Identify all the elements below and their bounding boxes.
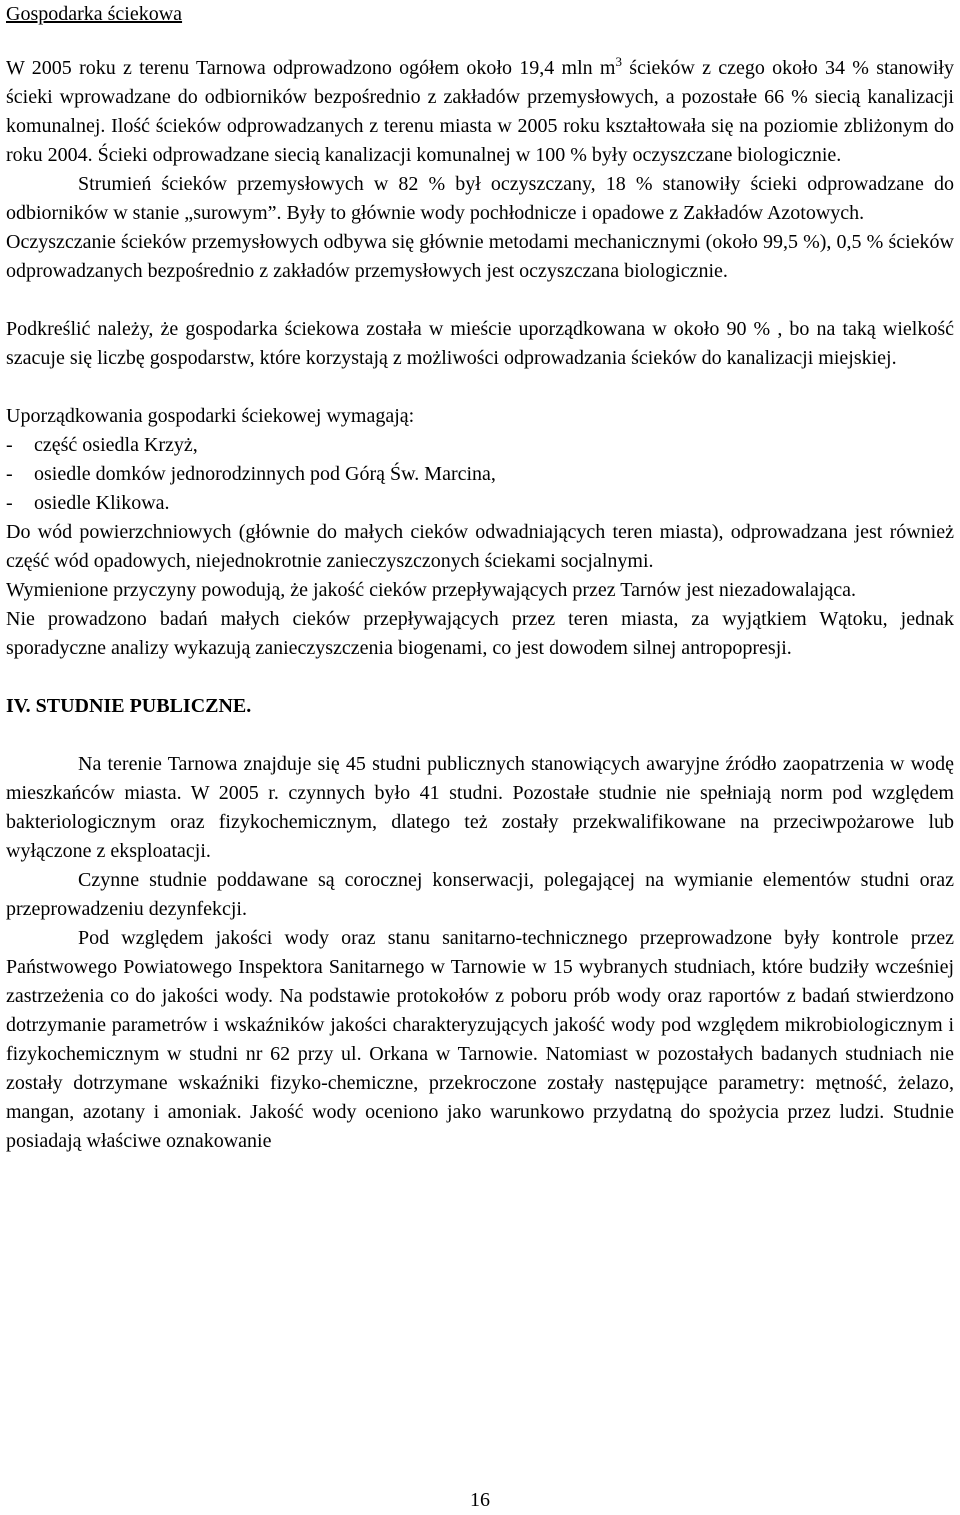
section-heading-wastewater: Gospodarka ściekowa: [6, 3, 183, 25]
list-item: - osiedle Klikowa.: [6, 489, 954, 518]
paragraph-no-studies: Nie prowadzono badań małych cieków przepływających przez teren miasta, za wyjątkiem Wątoku, jednak sporadyczne analizy wykazują zanieczyszczenia biogenami, co jest dowodem silnej antropopresji.: [6, 608, 954, 659]
spacer: [6, 373, 954, 402]
document-page: [6, 0, 954, 1156]
paragraph-required-areas-intro: Uporządkowania gospodarki ściekowej wymagają:: [6, 405, 415, 427]
spacer: [6, 721, 954, 750]
list-item: - część osiedla Krzyż,: [6, 431, 954, 460]
page-number: 16: [470, 1489, 490, 1511]
paragraph-wells-count: Na terenie Tarnowa znajduje się 45 studni publicznych stanowiących awaryjne źródło zaopatrzenia w wodę mieszkańców miasta. W 2005 r. czynnych było 41 studni. Pozostałe studnie nie spełniają norm pod względem bakteriologicznym oraz fizykochemicznym, dlatego też zostały przekwalifikowane na przeciwpożarowe lub wyłączone z eksploatacji.: [6, 753, 954, 862]
paragraph-sewer-coverage: Podkreślić należy, że gospodarka ściekowa została w mieście uporządkowana w około 90 % , bo na taką wielkość szacuje się liczbę gospodarstw, które korzystają z możliwości odprowadzania ścieków do kanalizacji miejskiej.: [6, 318, 954, 369]
paragraph-text-after-superscript: ścieków z czego około 34 % stanowiły ścieki wprowadzane do odbiorników bezpośrednio z zakładów przemysłowych, a pozostałe 66 % siecią kanalizacji komunalnej. Ilość ścieków odprowadzanych z terenu miasta w 2005 roku kształtowała się na poziomie zbliżonym do roku 2004. Ścieki odprowadzane siecią kanalizacji komunalnej w 100 % były oczyszczane biologicznie.: [6, 57, 954, 166]
spacer: [6, 28, 954, 54]
spacer: [6, 663, 954, 692]
required-areas-list: [6, 431, 954, 518]
paragraph-text-before-superscript: W 2005 roku z terenu Tarnowa odprowadzono ogółem około 19,4 mln m: [6, 57, 616, 79]
paragraph-wells-maintenance: Czynne studnie poddawane są corocznej konserwacji, polegającej na wymianie elementów studni oraz przeprowadzeniu dezynfekcji.: [6, 869, 954, 920]
paragraph-water-quality: Wymienione przyczyny powodują, że jakość cieków przepływających przez Tarnów jest niezadowalająca.: [6, 579, 856, 601]
superscript-cubic: 3: [615, 54, 622, 69]
paragraph-wastewater-volume: [6, 54, 954, 170]
paragraph-industrial-treatment: Oczyszczanie ścieków przemysłowych odbywa się głównie metodami mechanicznymi (około 99,5 %), 0,5 % ścieków odprowadzanych bezpośrednio z zakładów przemysłowych jest oczyszczana biologicznie.: [6, 231, 954, 282]
paragraph-surface-waters: Do wód powierzchniowych (głównie do małych cieków odwadniających teren miasta), odprowadzana jest również część wód opadowych, niejednokrotnie zanieczyszczonych ściekami socjalnymi.: [6, 521, 954, 572]
list-item: - osiedle domków jednorodzinnych pod Górą Św. Marcina,: [6, 460, 954, 489]
spacer: [6, 286, 954, 315]
paragraph-industrial-stream: Strumień ścieków przemysłowych w 82 % był oczyszczany, 18 % stanowiły ścieki odprowadzane do odbiorników w stanie „surowym”. Były to głównie wody pochłodnicze i opadowe z Zakładów Azotowych.: [6, 173, 954, 224]
section-heading-public-wells: IV. STUDNIE PUBLICZNE.: [6, 695, 252, 717]
paragraph-wells-inspection: Pod względem jakości wody oraz stanu sanitarno-technicznego przeprowadzone były kontrole przez Państwowego Powiatowego Inspektora Sanitarnego w Tarnowie w 15 wybranych studniach, które budziły wcześniej zastrzeżenia co do jakości wody. Na podstawie protokołów z poboru prób wody oraz raportów z badań stwierdzono dotrzymanie parametrów i wskaźników jakości charakteryzujących jakość wody pod względem mikrobiologicznym i fizykochemicznym w studni nr 62 przy ul. Orkana w Tarnowie. Natomiast w pozostałych badanych studniach nie zostały dotrzymane wskaźniki fizyko-chemiczne, przekroczone zostały następujące parametry: mętność, żelazo, mangan, azotany i amoniak. Jakość wody oceniono jako warunkowo przydatną do spożycia przez ludzi. Studnie posiadają właściwe oznakowanie: [6, 927, 954, 1152]
